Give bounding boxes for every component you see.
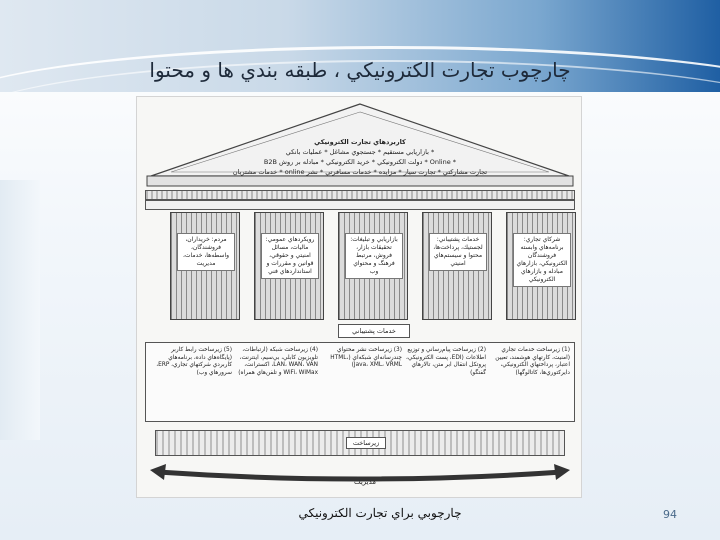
roof-line-2: * Online * دولت الكترونيكي * خريد الكترونيكي * مبادله بر روش B2B xyxy=(263,158,457,166)
infrastructure-cell-3: (3) زيرساخت نشر محتواي چندرسانه‌اي شبكه‌اي (HTML، Java، XML، VRML) xyxy=(330,347,402,368)
upper-beam xyxy=(145,190,575,200)
infrastructure-layers xyxy=(145,342,575,422)
figure-caption: چارچوبي براي تجارت الكترونيكي xyxy=(298,506,462,520)
pillar-label-marketing: بازاريابي و تبليغات: تحقيقات بازار، فروش، مرتبط فرهنگ و محتواي وب xyxy=(345,233,403,279)
pillar-label-people: مردم: خريداران، فروشندگان، واسطه‌ها، خدمات، مديريت xyxy=(177,233,235,271)
infrastructure-cell-5: (5) زيرساخت رابط كاربر (پايگاه‌هاي داده، برنامه‌هاي كاربردي شركتهاي تجاري، ERP، سرورهاي وب) xyxy=(156,347,232,376)
roof-heading: كاربردهاي تجارت الكترونيكي xyxy=(314,138,406,146)
infrastructure-bar xyxy=(155,430,565,456)
pillar-marketing xyxy=(338,212,408,320)
pillar-people xyxy=(170,212,240,320)
management-arrow xyxy=(150,462,570,492)
infrastructure-label: زيرساخت xyxy=(346,437,386,449)
management-arrow-block xyxy=(150,462,570,492)
infrastructure-cell-4: (4) زيرساخت شبكه (ارتباطات، تلويزيون كابلي، بي‌سيم، اينترنت، LAN، WAN، VAN، اكسترانت، WiFi، WiMax و تلفن‌هاي همراه) xyxy=(238,347,318,376)
page-number: 94 xyxy=(663,508,677,521)
support-services-label: خدمات پشتيباني xyxy=(338,324,410,338)
roof-line-3: تجارت مشاركتي * تجارت سيار * مزايده * خدمات مسافرتي * نشر online * خدمات مشتريان xyxy=(232,168,488,176)
roof-line-1: * بازاريابي مستقيم * جستجوي مشاغل * عمليات بانكي xyxy=(285,148,435,156)
pillar-label-business-partners: شركاي تجاري: برنامه‌هاي وابسته فروشندگان الكترونيكي، بازارهاي مبادله و بازارهاي الكترونيكي xyxy=(513,233,571,287)
infrastructure-cell-1: (1) زيرساخت خدمات تجاري (امنيت، كارتهاي هوشمند، تعيين اعتبار، پرداختهاي الكترونيكي، دايركتوري‌ها، كاتالوگها) xyxy=(495,347,570,376)
pillar-support-services xyxy=(422,212,492,320)
slide-title: چارچوب تجارت الكترونيكي ، طبقه بندي ها و محتوا xyxy=(149,58,571,82)
left-decoration xyxy=(0,180,40,440)
pillar-label-public-policy: رويكردهاي عمومي: ماليات، مسائل امنيتي و حقوقي، قوانين و مقررات و استانداردهاي فني xyxy=(261,233,319,279)
management-label: مديريت xyxy=(353,478,377,486)
pillar-label-support-services: خدمات پشتيباني: لجستيك، پرداخت‌ها، محتوا و سيستم‌هاي امنيتي xyxy=(429,233,487,271)
infrastructure-cell-2: (2) زيرساخت پيام‌رساني و توزيع اطلاعات (EDI، پست الكترونيكي، پروتكل انتقال ابر متن، تالارهاي گفتگو) xyxy=(406,347,486,376)
roof-base-band xyxy=(147,176,573,186)
pillar-business-partners xyxy=(506,212,576,320)
pillar-public-policy xyxy=(254,212,324,320)
upper-beam-2 xyxy=(145,200,575,210)
